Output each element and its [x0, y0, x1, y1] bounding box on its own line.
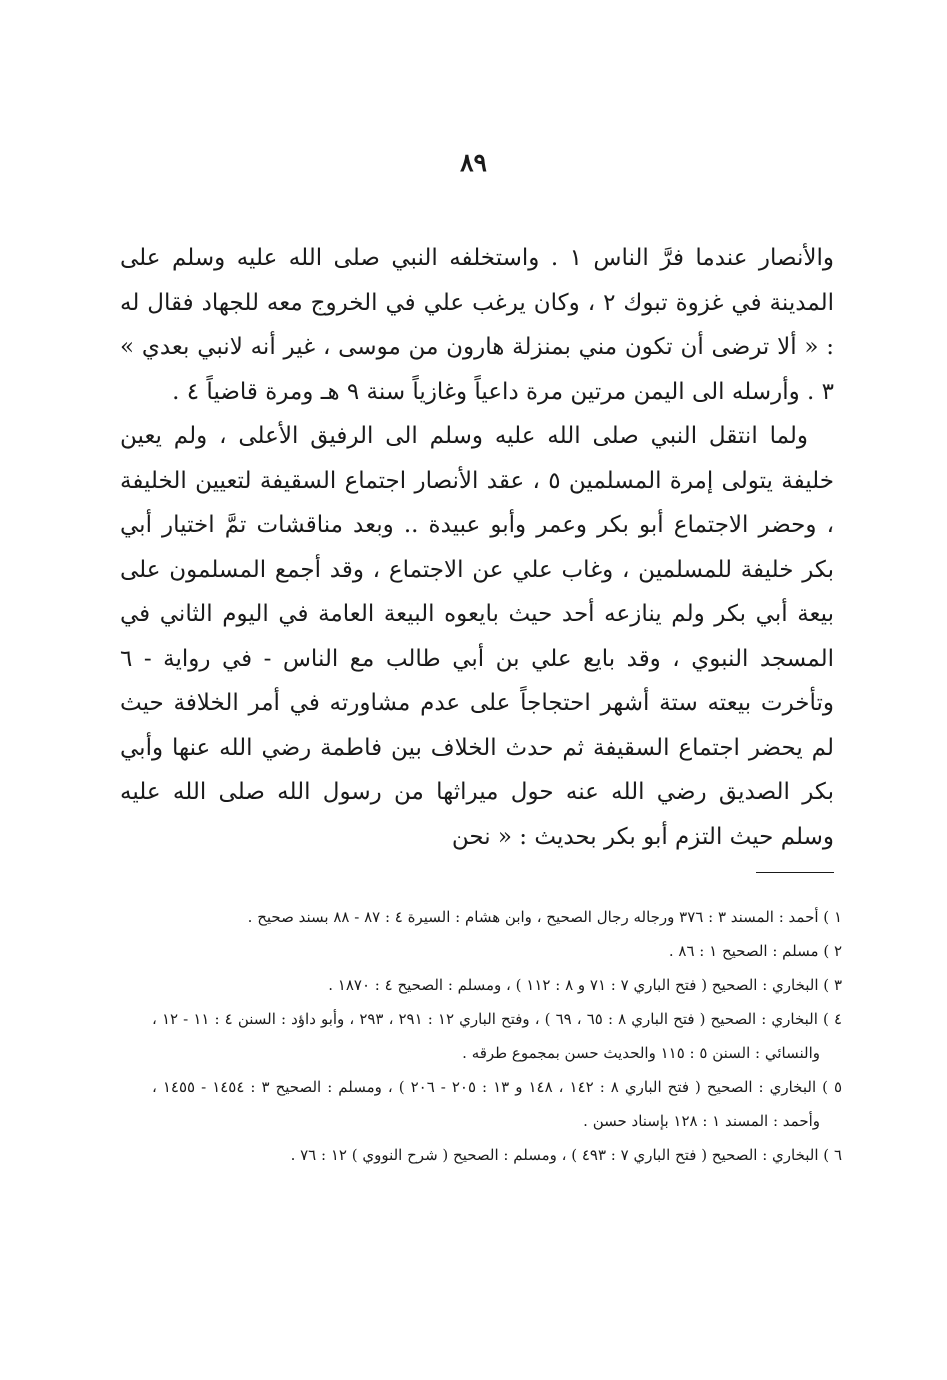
page-number: ٨٩ — [460, 148, 487, 177]
footnote: ٣ ) البخاري : الصحيح ( فتح الباري ٧ : ٧١ و ٨ : ١١٢ ) ، ومسلم : الصحيح ٤ : ١٨٧٠ . — [328, 976, 842, 994]
footnotes — [152, 900, 842, 1172]
footnote: ٥ ) البخاري : الصحيح ( فتح الباري ٨ : ١٤٢ ، ١٤٨ و ١٣ : ٢٠٥ - ٢٠٦ ) ، ومسلم : الصحيح ٣ : ١٤٥٤ - ١٤٥٥ ، وأحمد : المسند ١ : ١٢٨ بإسناد حسن . — [152, 1078, 843, 1130]
paragraph: والأنصار عندما فرَّ الناس ١ . واستخلفه النبي صلى الله عليه وسلم على المدينة في غزوة تبوك ٢ ، وكان يرغب علي في الخروج معه للجهاد فقال له : « ألا ترضى أن تكون مني بمنزلة هارون من موسى ، غير أنه لانبي بعدي » ٣ . وأرسله الى اليمن مرتين مرة داعياً وغازياً سنة ٩ هـ ومرة قاضياً ٤ . — [120, 245, 834, 405]
footnote: ٤ ) البخاري : الصحيح ( فتح الباري ٨ : ٦٥ ، ٦٩ ) ، وفتح الباري ١٢ : ٢٩١ ، ٢٩٣ ، وأبو داؤد : السنن ٤ : ١١ - ١٢ ، والنسائي : السنن ٥ : ١١٥ والحديث حسن بمجموع طرقه . — [152, 1010, 842, 1062]
main-text — [120, 236, 834, 859]
footnote-divider — [756, 872, 834, 873]
paragraph: ولما انتقل النبي صلى الله عليه وسلم الى الرفيق الأعلى ، ولم يعين خليفة يتولى إمرة المسلمين ٥ ، عقد الأنصار اجتماع السقيفة لتعيين الخليفة ، وحضر الاجتماع أبو بكر وعمر وأبو عبيدة .. وبعد مناقشات تمَّ اختيار أبي بكر خليفة للمسلمين ، وغاب علي عن الاجتماع ، وقد أجمع المسلمون على بيعة أبي بكر ولم ينازعه أحد حيث بايعوه البيعة العامة في اليوم الثاني في المسجد النبوي ، وقد بايع علي بن أبي طالب مع الناس - في رواية - ٦ وتأخرت بيعته ستة أشهر احتجاجاً على عدم مشاورته في أمر الخلافة حيث لم يحضر اجتماع السقيفة ثم حدث الخلاف بين فاطمة رضي الله عنها وأبي بكر الصديق رضي الله عنه حول ميراثها من رسول الله صلى الله عليه وسلم حيث التزم أبو بكر بحديث : « نحن — [120, 423, 834, 850]
footnote: ١ ) أحمد : المسند ٣ : ٣٧٦ ورجاله رجال الصحيح ، وابن هشام : السيرة ٤ : ٨٧ - ٨٨ بسند صحيح . — [247, 908, 842, 926]
footnote: ٦ ) البخاري : الصحيح ( فتح الباري ٧ : ٤٩٣ ) ، ومسلم : الصحيح ( شرح النووي ) ١٢ : ٧٦ . — [290, 1146, 842, 1164]
footnote: ٢ ) مسلم : الصحيح ١ : ٨٦ . — [668, 942, 842, 960]
